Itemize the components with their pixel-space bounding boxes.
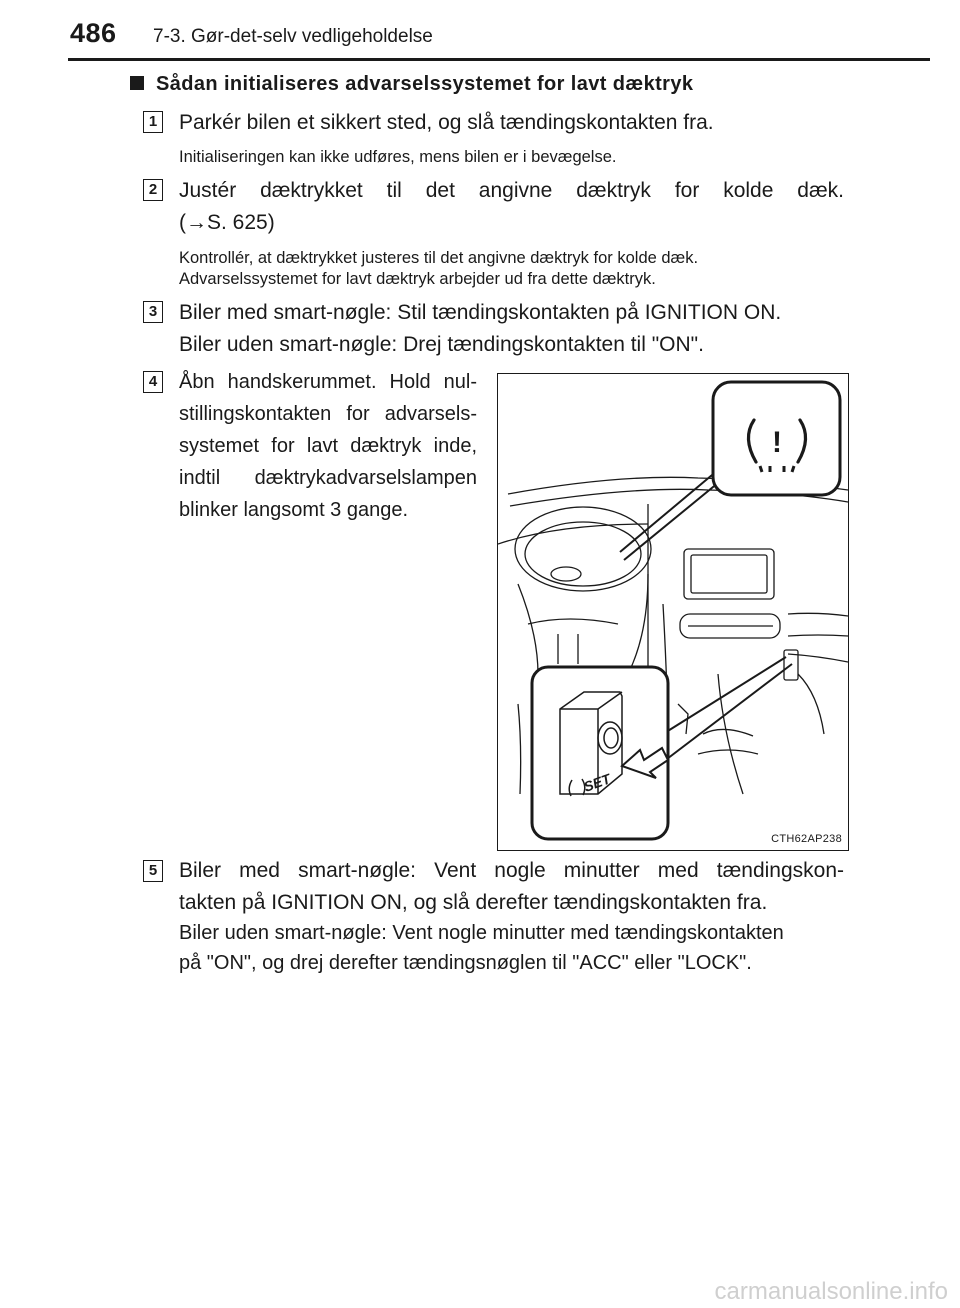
step-5-line: takten på IGNITION ON, og slå derefter tændingskontakten fra. (179, 891, 768, 914)
page-number: 486 (70, 18, 117, 48)
svg-text:!: ! (772, 426, 782, 459)
step-4-line: Åbn handskerummet. Hold nul- (179, 371, 477, 393)
step-2-note-line: Kontrollér, at dæktrykket justeres til det angivne dæktryk for kolde dæk. (179, 249, 699, 267)
procedure-heading-text: Sådan initialiseres advarselssystemet for lavt dæktryk (156, 73, 694, 95)
step-4-line: indtil dæktrykadvarselslampen (179, 467, 477, 489)
step-3-line: Biler uden smart-nøgle: Drej tændingskontakten til "ON". (179, 333, 704, 356)
step-number-5: 5 (143, 860, 163, 882)
step-number-1: 1 (143, 111, 163, 133)
step-2-note-line: Advarselssystemet for lavt dæktryk arbejder ud fra dette dæktryk. (179, 270, 656, 288)
step-5-text (179, 855, 844, 919)
dashboard-illustration (497, 373, 849, 851)
watermark: carmanualsonline.info (714, 1278, 948, 1305)
step-3-line: Biler med smart-nøgle: Stil tændingskontakten på IGNITION ON. (179, 301, 782, 324)
section-title: 7-3. Gør-det-selv vedligeholdelse (153, 26, 433, 47)
page-header (0, 0, 960, 62)
step-3-text (179, 297, 781, 361)
step-4-line: blinker langsomt 3 gange. (179, 499, 409, 521)
step-2-text (179, 175, 844, 239)
step-number-3: 3 (143, 301, 163, 323)
step-2-note (179, 248, 698, 290)
square-bullet-icon (130, 76, 144, 90)
step-1-text (179, 107, 714, 139)
step-number-2: 2 (143, 179, 163, 201)
step-2-line: (→S. 625) (179, 211, 275, 234)
step-5-note-line: Biler uden smart-nøgle: Vent nogle minutter med tændingskontakten (179, 922, 784, 944)
step-2-line: Justér dæktrykket til det angivne dæktryk for kolde dæk. (179, 179, 844, 202)
header-divider (68, 58, 930, 61)
step-4-line: systemet for lavt dæktryk inde, (179, 435, 477, 457)
step-5-note (179, 918, 849, 978)
step-4-text (179, 366, 477, 526)
step-1-note-line: Initialiseringen kan ikke udføres, mens bilen er i bevægelse. (179, 148, 617, 166)
dashboard-drawing (498, 374, 849, 851)
step-5-note-line: på "ON", og drej derefter tændingsnøglen til "ACC" eller "LOCK". (179, 952, 752, 974)
step-1-note (179, 147, 616, 168)
step-number-4: 4 (143, 371, 163, 393)
step-1-line: Parkér bilen et sikkert sted, og slå tændingskontakten fra. (179, 111, 714, 134)
step-4-line: stillingskontakten for advarsels- (179, 403, 477, 425)
step-5-line: Biler med smart-nøgle: Vent nogle minutter med tændingskon- (179, 859, 844, 882)
set-button-label: SET (581, 770, 613, 795)
procedure-heading (130, 73, 693, 96)
figure-code: CTH62AP238 (771, 833, 842, 845)
